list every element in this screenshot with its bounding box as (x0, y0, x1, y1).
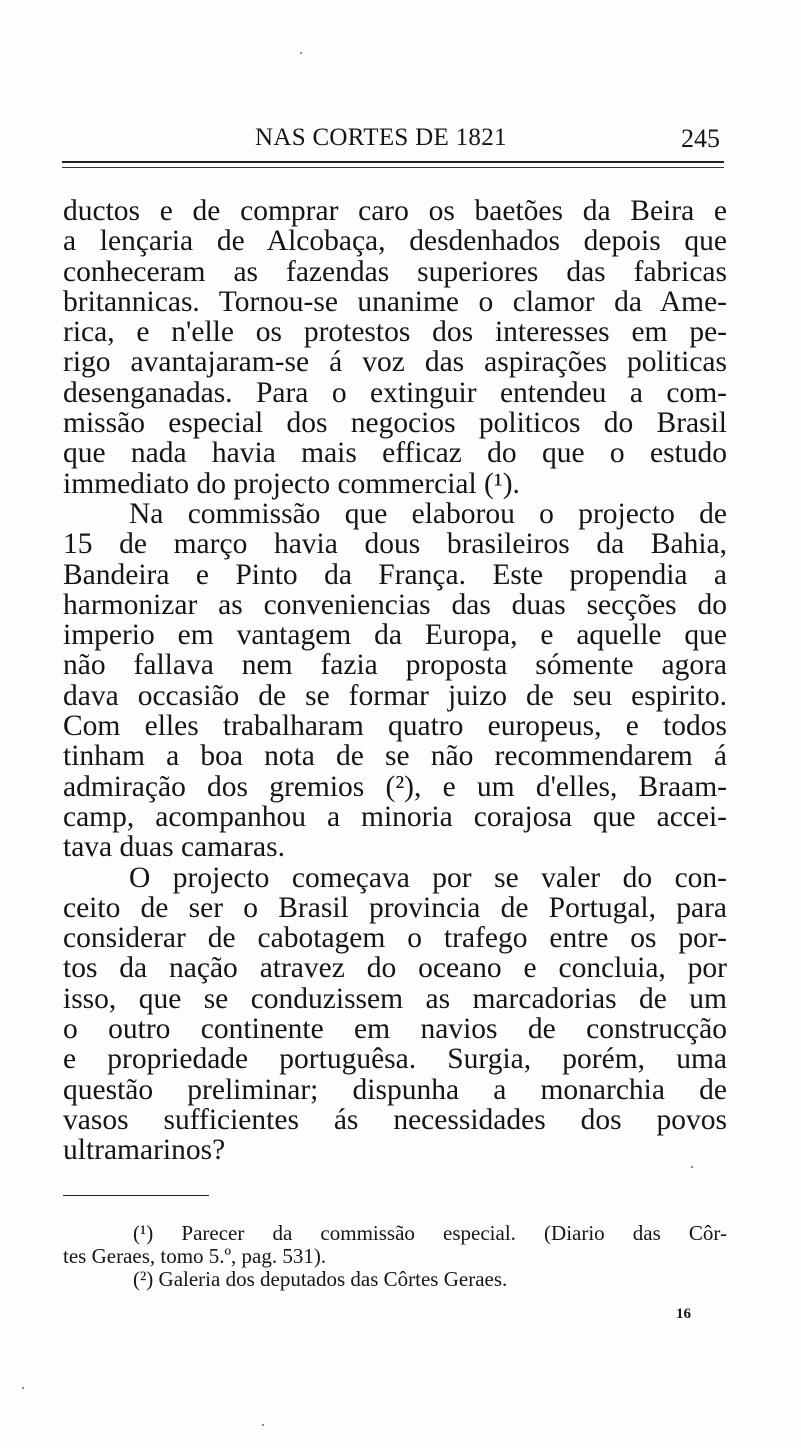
text-line: camp, acompanhou a minoria corajosa que accei- (63, 800, 727, 833)
text-line: rigo avantajaram-se á voz das aspirações politicas (63, 346, 727, 379)
body-text (63, 196, 727, 1166)
text-line: tos da nação atravez do oceano e concluia, por (63, 952, 727, 985)
running-title: NAS CORTES DE 1821 (255, 124, 507, 151)
text-line: considerar de cabotagem o trafego entre os por- (63, 922, 727, 955)
page-number: 245 (681, 124, 720, 153)
footnote-line: (²) Galeria dos deputados das Côrtes Geraes. (133, 1267, 508, 1291)
text-line: harmonizar as conveniencias das duas secções do (63, 588, 727, 621)
text-line: imperio em vantagem da Europa, e aquelle que (63, 619, 727, 652)
text-line: não fallava nem fazia proposta sómente agora (63, 649, 727, 682)
text-line: isso, que se conduzissem as marcadorias de um (63, 982, 727, 1015)
footnote-rule (63, 1195, 209, 1196)
footnotes (63, 1222, 727, 1291)
text-line: tava duas camaras. (63, 831, 285, 864)
header-rule-thin (62, 167, 724, 168)
text-line: vasos sufficientes ás necessidades dos povos (63, 1103, 727, 1136)
print-speck (22, 1387, 24, 1389)
text-line: immediato do projecto commercial (¹). (63, 467, 520, 500)
page-header (62, 124, 724, 160)
signature-mark: 16 (676, 1306, 691, 1322)
text-line: Com elles trabalharam quatro europeus, e todos (63, 710, 727, 743)
print-speck (300, 52, 302, 54)
text-line: 15 de março havia dous brasileiros da Bahia, (63, 528, 727, 561)
text-line: e propriedade portuguêsa. Surgia, porém, uma (63, 1043, 727, 1076)
text-line: dava occasião de se formar juizo de seu espirito. (63, 679, 727, 712)
text-line: ultramarinos? (63, 1134, 226, 1167)
text-line: o outro continente em navios de construcção (63, 1013, 727, 1046)
footnote-line: tes Geraes, tomo 5.º, pag. 531). (63, 1244, 327, 1268)
text-line: O projecto começava por se valer do con- (129, 861, 727, 894)
footnote-line: (¹) Parecer da commissão especial. (Diario das Côr- (133, 1221, 727, 1245)
header-rule-thick (62, 161, 724, 163)
text-line: conheceram as fazendas superiores das fabricas (63, 255, 727, 288)
text-line: Na commissão que elaborou o projecto de (129, 497, 727, 530)
text-line: ceito de ser o Brasil provincia de Portugal, para (63, 891, 727, 924)
text-line: admiração dos gremios (²), e um d'elles, Braam- (63, 770, 727, 803)
text-line: rica, e n'elle os protestos dos interesses em pe- (63, 316, 727, 349)
text-line: missão especial dos negocios politicos do Brasil (63, 407, 727, 440)
text-line: questão preliminar; dispunha a monarchia de (63, 1073, 727, 1106)
text-line: desenganadas. Para o extinguir entendeu a com- (63, 376, 727, 409)
text-line: ductos e de comprar caro os baetões da Beira e (63, 195, 727, 227)
print-speck (691, 1166, 693, 1168)
text-line: britannicas. Tornou-se unanime o clamor da Ame- (63, 285, 727, 318)
print-speck (262, 1424, 264, 1426)
text-line: que nada havia mais efficaz do que o estudo (63, 437, 727, 470)
text-line: Bandeira e Pinto da França. Este propendia a (63, 558, 727, 591)
text-line: a lençaria de Alcobaça, desdenhados depois que (63, 225, 727, 258)
text-line: tinham a boa nota de se não recommendarem á (63, 740, 727, 773)
